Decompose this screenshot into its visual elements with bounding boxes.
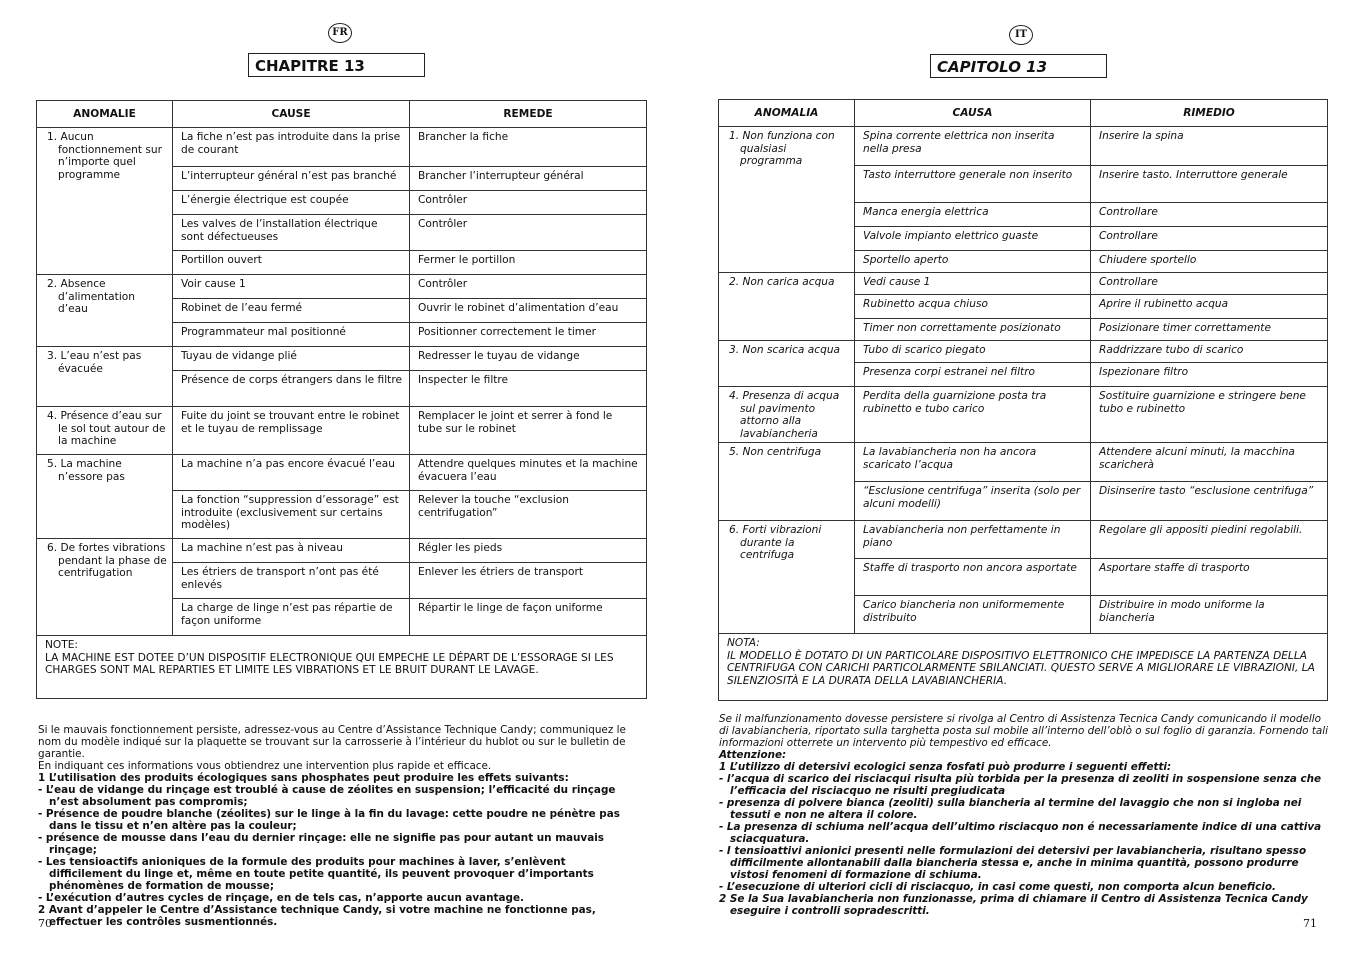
footer-item-2: 2 Se la Sua lavabiancheria non funzionasse, prima di chiamare il Centro di Assistenza Tecnica Candy eseguire i controlli sopradescritti.	[719, 893, 1308, 917]
anomaly-cell	[37, 455, 173, 539]
note-text: LA MACHINE EST DOTEE D’UN DISPOSITIF ELECTRONIQUE QUI EMPECHE LE DÉPART DE L’ESSORAGE SI LES CHARGES SONT MAL REPARTIES ET LIMITE LES VIBRATIONS ET LE BRUIT DURANT LE LAVAGE.	[45, 651, 614, 676]
cause-cell: Les étriers de transport n’ont pas été enlevés	[173, 563, 410, 599]
footer-dash-item: - I tensioattivi anionici presenti nelle formulazioni dei detersivi per lavabiancheria, risultano spesso difficilmente allontanabili dalla biancheria stessa e, anche in minima quantità, possono produrre vistosi fenomeni di formazione di schiuma.	[719, 845, 1307, 881]
chapter-title: CAPITOLO 13	[930, 54, 1107, 78]
cause-cell: Tuyau de vidange plié	[173, 347, 410, 371]
footer-dash-item: - Présence de poudre blanche (zéolites) sur le linge à la fin du lavage: cette poudre ne pénètre pas dans le tissu et n’en altère pas la couleur;	[38, 808, 620, 832]
cause-cell: Timer non correttamente posizionato	[855, 319, 1091, 341]
cause-cell: L’énergie électrique est coupée	[173, 191, 410, 215]
footer-dash-item: - L’exécution d’autres cycles de rinçage, en de tels cas, n’apporte aucun avantage.	[38, 892, 524, 904]
remedy-cell: Controllare	[1091, 203, 1328, 227]
remedy-cell: Relever la touche “exclusion centrifugation”	[410, 491, 647, 539]
anomaly-cell	[719, 387, 855, 443]
remedy-cell: Inserire tasto. Interruttore generale	[1091, 166, 1328, 203]
cause-cell: La fonction “suppression d’essorage” est introduite (exclusivement sur certains modèles)	[173, 491, 410, 539]
footer-item-1: 1 L’utilizzo di detersivi ecologici senza fosfati può produrre i seguenti effetti:	[719, 761, 1172, 773]
remedy-cell: Aprire il rubinetto acqua	[1091, 295, 1328, 319]
remedy-cell: Chiudere sportello	[1091, 251, 1328, 273]
footer-item-2: 2 Avant d’appeler le Centre d’Assistance technique Candy, si votre machine ne fonctionne pas, effectuer les contrôles susmentionnés.	[38, 904, 596, 928]
remedy-cell: Controllare	[1091, 273, 1328, 295]
page-number: 70	[38, 917, 52, 930]
table-row	[719, 341, 1328, 363]
remedy-cell: Contrôler	[410, 191, 647, 215]
remedy-cell: Brancher l’interrupteur général	[410, 167, 647, 191]
cause-cell: Programmateur mal positionné	[173, 323, 410, 347]
anomaly-text: 6. De fortes vibrations pendant la phase de centrifugation	[47, 542, 167, 579]
footer-paragraph: Si le mauvais fonctionnement persiste, adressez-vous au Centre d’Assistance Technique Candy; communiquez le nom du modèle indiqué sur la plaquette se trouvant sur la carrosserie à l’intérieur du hublot ou sur le bulletin de garantie.	[38, 724, 626, 760]
cause-cell: La machine n’est pas à niveau	[173, 539, 410, 563]
anomaly-cell	[37, 275, 173, 347]
remedy-cell: Asportare staffe di trasporto	[1091, 559, 1328, 596]
cause-cell: “Esclusione centrifuga” inserita (solo per alcuni modelli)	[855, 482, 1091, 521]
footer-attention: Attenzione:	[719, 749, 787, 761]
table-row	[719, 521, 1328, 559]
remedy-cell: Sostituire guarnizione e stringere bene tubo e rubinetto	[1091, 387, 1328, 443]
cause-cell: La lavabiancheria non ha ancora scaricato l’acqua	[855, 443, 1091, 482]
anomaly-text: 5. La machine n’essore pas	[47, 458, 125, 483]
footer-dash-item: - Les tensioactifs anioniques de la formule des produits pour machines à laver, s’enlèvent difficilement du linge et, même en toute petite quantité, ils peuvent provoquer d’importants phénomènes de formation de mousse;	[38, 856, 594, 892]
footer-text-it	[719, 713, 1329, 917]
troubleshooting-table-it	[718, 99, 1328, 701]
anomaly-text: 2. Absence d’alimentation d’eau	[47, 278, 135, 315]
remedy-cell: Ispezionare filtro	[1091, 363, 1328, 387]
cause-cell: Fuite du joint se trouvant entre le robinet et le tuyau de remplissage	[173, 407, 410, 455]
anomaly-text: 2. Non carica acqua	[729, 276, 835, 288]
header-rimedio: RIMEDIO	[1091, 100, 1328, 127]
remedy-cell: Remplacer le joint et serrer à fond le tube sur le robinet	[410, 407, 647, 455]
header-causa: CAUSA	[855, 100, 1091, 127]
remedy-cell: Posizionare timer correttamente	[1091, 319, 1328, 341]
cause-cell: Perdita della guarnizione posta tra rubinetto e tubo carico	[855, 387, 1091, 443]
remedy-cell: Attendere alcuni minuti, la macchina scaricherà	[1091, 443, 1328, 482]
cause-cell: Lavabiancheria non perfettamente in piano	[855, 521, 1091, 559]
cause-cell: Spina corrente elettrica non inserita nella presa	[855, 127, 1091, 166]
language-badge-fr: FR	[328, 23, 352, 43]
note-box	[719, 634, 1328, 701]
cause-cell: Rubinetto acqua chiuso	[855, 295, 1091, 319]
cause-cell: Presenza corpi estranei nel filtro	[855, 363, 1091, 387]
cause-cell: La charge de linge n’est pas répartie de façon uniforme	[173, 599, 410, 636]
cause-cell: Vedi cause 1	[855, 273, 1091, 295]
anomaly-cell	[37, 539, 173, 636]
page-number: 71	[1303, 917, 1317, 930]
table-row	[719, 273, 1328, 295]
anomaly-text: 6. Forti vibrazioni durante la centrifuga	[729, 524, 822, 561]
anomaly-text: 5. Non centrifuga	[729, 446, 822, 458]
table-row	[37, 128, 647, 167]
cause-cell: Valvole impianto elettrico guaste	[855, 227, 1091, 251]
cause-cell: Tasto interruttore generale non inserito	[855, 166, 1091, 203]
cause-cell: Voir cause 1	[173, 275, 410, 299]
troubleshooting-table-fr	[36, 100, 647, 699]
cause-cell: Carico biancheria non uniformemente distribuito	[855, 596, 1091, 634]
remedy-cell: Fermer le portillon	[410, 251, 647, 275]
right-page	[676, 0, 1351, 954]
footer-dash-item: - presenza di polvere bianca (zeoliti) sulla biancheria al termine del lavaggio che non si ingloba nei tessuti e non ne altera il colore.	[719, 797, 1302, 821]
cause-cell: La fiche n’est pas introduite dans la prise de courant	[173, 128, 410, 167]
header-anomalie: ANOMALIE	[37, 101, 173, 128]
language-badge-it: IT	[1009, 25, 1033, 45]
header-remede: REMEDE	[410, 101, 647, 128]
anomaly-cell	[719, 273, 855, 341]
table-row	[37, 455, 647, 491]
cause-cell: La machine n’a pas encore évacué l’eau	[173, 455, 410, 491]
remedy-cell: Disinserire tasto “esclusione centrifuga”	[1091, 482, 1328, 521]
cause-cell: L’interrupteur général n’est pas branché	[173, 167, 410, 191]
remedy-cell: Redresser le tuyau de vidange	[410, 347, 647, 371]
anomaly-text: 1. Non funziona con qualsiasi programma	[729, 130, 835, 167]
cause-cell: Tubo di scarico piegato	[855, 341, 1091, 363]
anomaly-cell	[719, 521, 855, 634]
footer-item-1: 1 L’utilisation des produits écologiques sans phosphates peut produire les effets suivants:	[38, 772, 569, 784]
remedy-cell: Regolare gli appositi piedini regolabili.	[1091, 521, 1328, 559]
header-anomalia: ANOMALIA	[719, 100, 855, 127]
remedy-cell: Régler les pieds	[410, 539, 647, 563]
table-row	[37, 275, 647, 299]
remedy-cell: Contrôler	[410, 275, 647, 299]
note-text: IL MODELLO È DOTATO DI UN PARTICOLARE DISPOSITIVO ELETTRONICO CHE IMPEDISCE LA PARTENZA DELLA CENTRIFUGA CON CARICHI PARTICOLARMENTE SBILANCIATI. QUESTO SERVE A MIGLIORARE LE VIBRAZIONI, LA SILENZIOSITÀ E LA DURATA DELLA LAVABIANCHERIA.	[727, 649, 1315, 687]
footer-text-fr	[38, 724, 642, 928]
note-title: NOTA:	[727, 637, 760, 649]
remedy-cell: Ouvrir le robinet d’alimentation d’eau	[410, 299, 647, 323]
cause-cell: Manca energia elettrica	[855, 203, 1091, 227]
note-box	[37, 636, 647, 699]
anomaly-text: 4. Presenza di acqua sul pavimento attorno alla lavabiancheria	[729, 390, 840, 440]
remedy-cell: Répartir le linge de façon uniforme	[410, 599, 647, 636]
remedy-cell: Brancher la fiche	[410, 128, 647, 167]
table-row	[37, 347, 647, 371]
anomaly-cell	[37, 347, 173, 407]
remedy-cell: Inspecter le filtre	[410, 371, 647, 407]
cause-cell: Présence de corps étrangers dans le filtre	[173, 371, 410, 407]
anomaly-text: 3. L’eau n’est pas évacuée	[47, 350, 142, 375]
cause-cell: Sportello aperto	[855, 251, 1091, 273]
header-cause: CAUSE	[173, 101, 410, 128]
cause-cell: Portillon ouvert	[173, 251, 410, 275]
anomaly-cell	[37, 407, 173, 455]
cause-cell: Les valves de l’installation électrique sont défectueuses	[173, 215, 410, 251]
footer-dash-item: - présence de mousse dans l’eau du dernier rinçage: elle ne signifie pas pour autant un mauvais rinçage;	[38, 832, 604, 856]
remedy-cell: Distribuire in modo uniforme la biancheria	[1091, 596, 1328, 634]
footer-dash-item: - L’esecuzione di ulteriori cicli di risciacquo, in casi come questi, non comporta alcun beneficio.	[719, 881, 1276, 893]
anomaly-cell	[719, 127, 855, 273]
footer-paragraph: En indiquant ces informations vous obtiendrez une intervention plus rapide et efficace.	[38, 760, 492, 772]
footer-dash-item: - L’eau de vidange du rinçage est troublé à cause de zéolites en suspension; l’efficacité du rinçage n’est absolument pas compromis;	[38, 784, 616, 808]
remedy-cell: Controllare	[1091, 227, 1328, 251]
table-row	[37, 407, 647, 455]
anomaly-text: 4. Présence d’eau sur le sol tout autour de la machine	[47, 410, 166, 447]
footer-dash-item: - La presenza di schiuma nell’acqua dell’ultimo risciacquo non é necessariamente indice di una cattiva sciacquatura.	[719, 821, 1322, 845]
remedy-cell: Inserire la spina	[1091, 127, 1328, 166]
anomaly-cell	[37, 128, 173, 275]
remedy-cell: Raddrizzare tubo di scarico	[1091, 341, 1328, 363]
anomaly-text: 1. Aucun fonctionnement sur n’importe quel programme	[47, 131, 162, 181]
table-row	[719, 387, 1328, 443]
cause-cell: Robinet de l’eau fermé	[173, 299, 410, 323]
remedy-cell: Positionner correctement le timer	[410, 323, 647, 347]
footer-dash-item: - l’acqua di scarico dei risciacqui risulta più torbida per la presenza di zeoliti in sospensione senza che l’efficacia del risciacquo ne risulti pregiudicata	[719, 773, 1322, 797]
chapter-title: CHAPITRE 13	[248, 53, 425, 77]
remedy-cell: Enlever les étriers de transport	[410, 563, 647, 599]
cause-cell: Staffe di trasporto non ancora asportate	[855, 559, 1091, 596]
anomaly-text: 3. Non scarica acqua	[729, 344, 841, 356]
table-row	[719, 127, 1328, 166]
footer-paragraph: Se il malfunzionamento dovesse persistere si rivolga al Centro di Assistenza Tecnica Candy comunicando il modello di lavabiancheria, riportato sulla targhetta posta sul mobile all’interno dell’oblò o sul foglio di garanzia. Fornendo tali informazioni otterrete un intervento più tempestivo ed efficace.	[719, 713, 1329, 749]
left-page	[0, 0, 675, 954]
table-row	[37, 539, 647, 563]
anomaly-cell	[719, 443, 855, 521]
table-row	[719, 443, 1328, 482]
remedy-cell: Attendre quelques minutes et la machine évacuera l’eau	[410, 455, 647, 491]
anomaly-cell	[719, 341, 855, 387]
remedy-cell: Contrôler	[410, 215, 647, 251]
note-title: NOTE:	[45, 639, 78, 651]
